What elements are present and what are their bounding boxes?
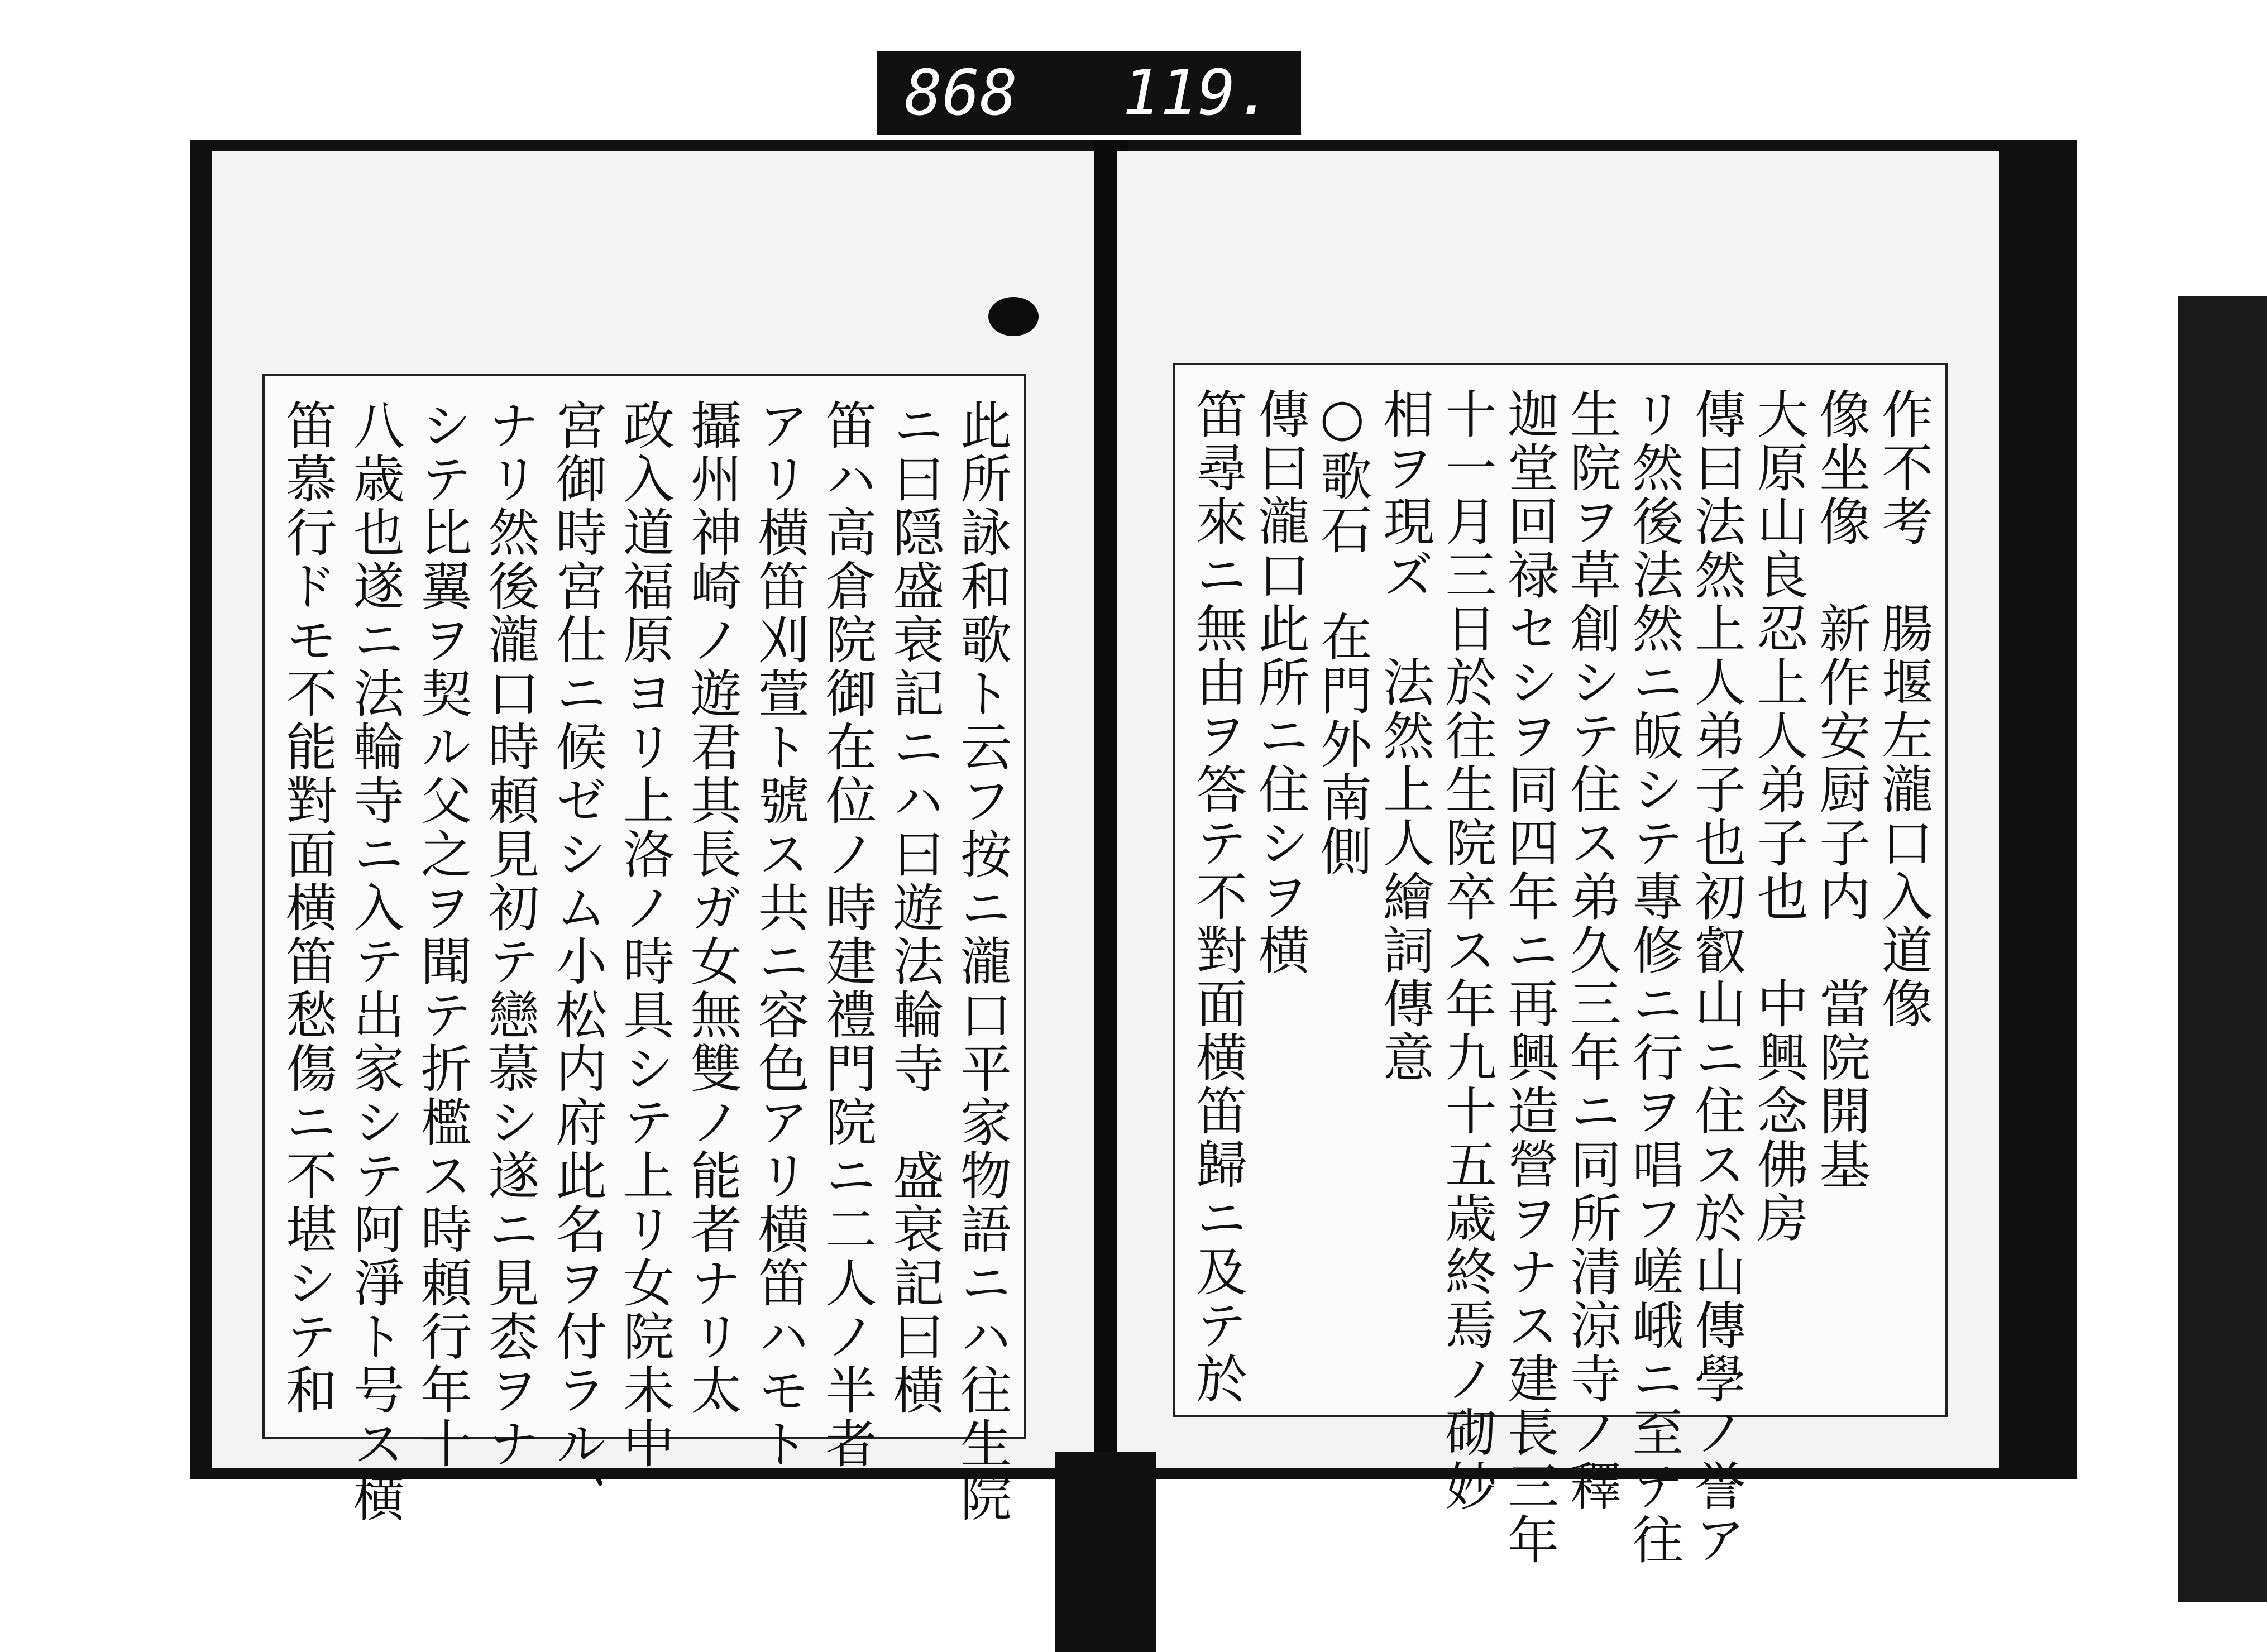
binding-strip [1055, 1452, 1156, 1652]
text-column: 笛ハ高倉院御在位ノ時建禮門院ニ二人ノ半者 [817, 399, 877, 1471]
text-column: 像坐像 新作安厨子内 當院開基 [1811, 387, 1871, 1191]
text-column: 大原山良忍上人弟子也 中興念佛房 [1748, 387, 1809, 1245]
open-book [190, 140, 2077, 1567]
text-column: 相ヲ現ズ 法然上人繪詞傳意 [1374, 387, 1434, 1084]
right-text-columns [1188, 387, 1933, 1567]
left-text-frame [262, 374, 1026, 1524]
frame-number-right: 119. [1122, 57, 1273, 130]
text-column: 十一月三日於往生院卒ス年九十五歳終焉ノ砌妙 [1437, 387, 1497, 1513]
text-column: 傳曰法然上人弟子也初叡山ニ住ス於山傳學ノ誉ア [1686, 387, 1746, 1567]
text-column: ナリ然後瀧口時頼見初テ戀慕シ遂ニ見枩ヲナ [480, 399, 540, 1471]
text-column: 笛尋來ニ無由ヲ答テ不對面横笛歸ニ及テ於 [1188, 387, 1247, 1406]
text-column: 此所詠和歌ト云フ按ニ瀧口平家物語ニハ往生院 [951, 399, 1012, 1524]
text-column: 生院ヲ草創シテ住ス弟久三年ニ同所清涼寺ノ釋 [1561, 387, 1622, 1513]
frame-number-left: 868 [905, 57, 1018, 130]
text-column: 攝州神崎ノ遊君其長ガ女無雙ノ能者ナリ太 [682, 399, 742, 1417]
text-column: 宮御時宮仕ニ候ゼシム小松内府此名ヲ付ラル、 [547, 399, 608, 1524]
text-column: 八歳也遂ニ法輪寺ニ入テ出家シテ阿淨ト号ス横 [345, 399, 405, 1524]
page-edge-shadow [2178, 296, 2267, 1602]
left-page [212, 151, 1106, 1524]
left-text-columns [278, 399, 1012, 1524]
film-frame-label [877, 51, 1301, 135]
text-column: ○歌石 在門外南側 [1312, 387, 1372, 878]
right-text-frame [1173, 363, 1948, 1567]
text-column: リ然後法然ニ皈シテ專修ニ行ヲ唱フ嵯峨ニ至テ往 [1624, 387, 1684, 1567]
ink-stain [988, 297, 1039, 336]
text-column: アリ横笛刈萱ト號ス共ニ容色アリ横笛ハモト [749, 399, 810, 1471]
right-page [1117, 151, 1999, 1567]
text-column: 傳曰瀧口此所ニ住シヲ横 [1250, 387, 1310, 977]
text-column: ニ曰隠盛衰記ニハ曰遊法輪寺 盛衰記曰横 [884, 399, 945, 1417]
text-column: 作不考 腸堰左瀧口入道像 [1873, 387, 1933, 1031]
text-column: 迦堂回禄セシヲ同四年ニ再興造營ヲナス建長三年 [1499, 387, 1560, 1567]
text-column: 政入道福原ヨリ上洛ノ時具シテ上リ女院未中 [614, 399, 675, 1471]
text-column: シテ比翼ヲ契ル父之ヲ聞テ折檻ス時頼行年十 [412, 399, 472, 1471]
text-column: 笛慕行ドモ不能對面横笛愁傷ニ不堪シテ和 [278, 399, 337, 1417]
